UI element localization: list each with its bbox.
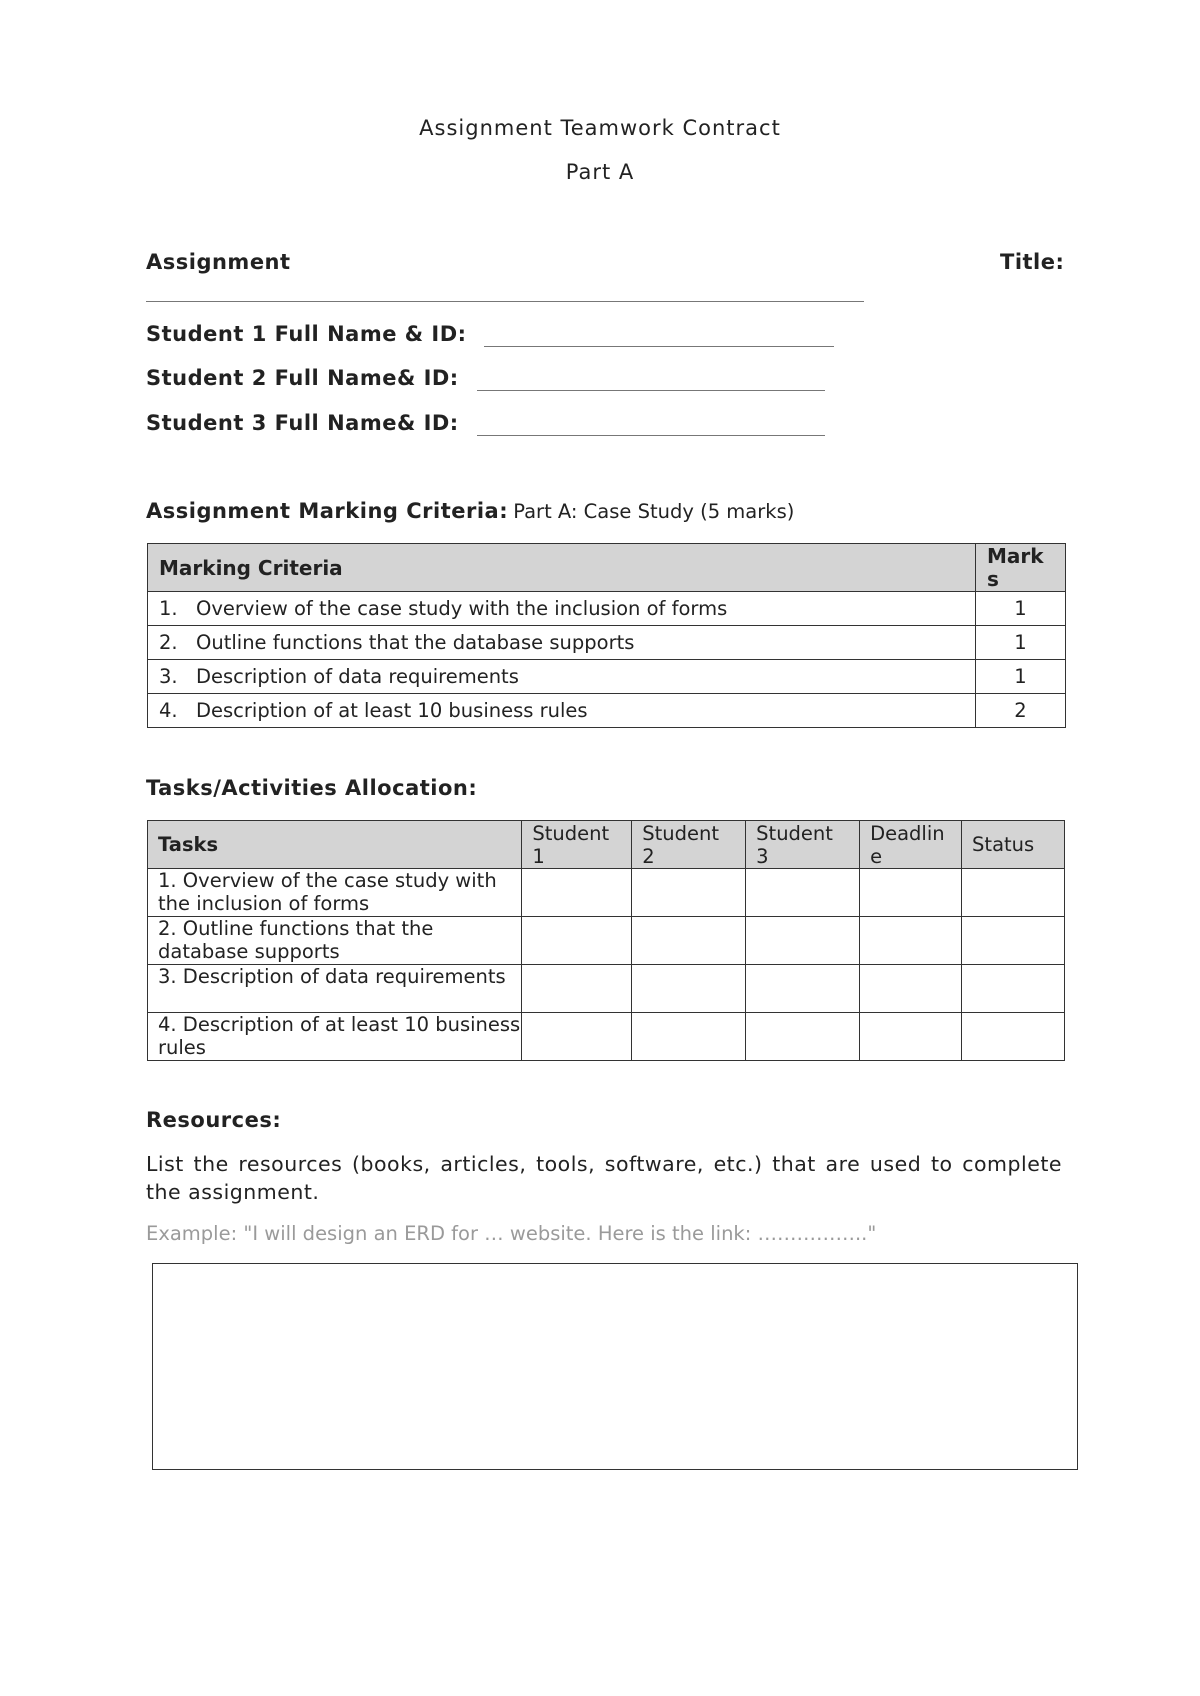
assignment-label: Assignment xyxy=(146,250,291,274)
student1-header-cell: Student 1 xyxy=(522,821,632,869)
title-label: Title: xyxy=(1000,250,1065,274)
student2-label: Student 2 Full Name& ID: xyxy=(146,366,459,390)
deadline-cell[interactable] xyxy=(860,965,962,1013)
resources-example: Example: "I will design an ERD for … website. Here is the link: …………….." xyxy=(146,1222,877,1245)
marking-criteria-table xyxy=(147,543,1066,728)
resources-heading: Resources: xyxy=(146,1108,282,1132)
criteria-header-row xyxy=(148,544,1066,592)
student1-cell[interactable] xyxy=(522,917,632,965)
marks-cell: 2 xyxy=(976,694,1066,728)
student1-field[interactable] xyxy=(484,346,834,347)
status-cell[interactable] xyxy=(962,1013,1065,1061)
tasks-allocation-table xyxy=(147,820,1065,1061)
student2-header-cell: Student 2 xyxy=(632,821,746,869)
task-cell: 1. Overview of the case study with the inclusion of forms xyxy=(148,869,522,917)
student2-cell[interactable] xyxy=(632,965,746,1013)
criteria-header-cell: Marking Criteria xyxy=(148,544,976,592)
criteria-cell: 1. Overview of the case study with the inclusion of forms xyxy=(148,592,976,626)
task-cell: 4. Description of at least 10 business rules xyxy=(148,1013,522,1061)
assignment-title-field[interactable] xyxy=(146,301,864,302)
student1-cell[interactable] xyxy=(522,965,632,1013)
student2-field[interactable] xyxy=(477,390,825,391)
marks-cell: 1 xyxy=(976,592,1066,626)
status-cell[interactable] xyxy=(962,869,1065,917)
criteria-cell: 3. Description of data requirements xyxy=(148,660,976,694)
student3-cell[interactable] xyxy=(746,1013,860,1061)
criteria-cell: 4. Description of at least 10 business rules xyxy=(148,694,976,728)
task-row xyxy=(148,917,1065,965)
task-row xyxy=(148,869,1065,917)
resources-input-box[interactable] xyxy=(152,1263,1078,1470)
marks-header-cell: Mark s xyxy=(976,544,1066,592)
status-cell[interactable] xyxy=(962,917,1065,965)
criteria-heading: Assignment Marking Criteria: xyxy=(146,499,509,523)
criteria-row xyxy=(148,694,1066,728)
criteria-subheading: Part A: Case Study (5 marks) xyxy=(513,500,795,523)
deadline-cell[interactable] xyxy=(860,869,962,917)
task-row xyxy=(148,1013,1065,1061)
student3-label: Student 3 Full Name& ID: xyxy=(146,411,459,435)
task-cell: 2. Outline functions that the database supports xyxy=(148,917,522,965)
deadline-cell[interactable] xyxy=(860,1013,962,1061)
student3-cell[interactable] xyxy=(746,869,860,917)
tasks-header-cell: Tasks xyxy=(148,821,522,869)
status-cell[interactable] xyxy=(962,965,1065,1013)
criteria-heading-line xyxy=(146,499,794,523)
criteria-row xyxy=(148,626,1066,660)
deadline-cell[interactable] xyxy=(860,917,962,965)
document-subtitle: Part A xyxy=(565,160,635,184)
criteria-cell: 2. Outline functions that the database supports xyxy=(148,626,976,660)
task-row xyxy=(148,965,1065,1013)
tasks-heading: Tasks/Activities Allocation: xyxy=(146,776,478,800)
student3-cell[interactable] xyxy=(746,917,860,965)
deadline-header-cell: Deadlin e xyxy=(860,821,962,869)
task-cell: 3. Description of data requirements xyxy=(148,965,522,1013)
student3-cell[interactable] xyxy=(746,965,860,1013)
student2-cell[interactable] xyxy=(632,917,746,965)
student1-cell[interactable] xyxy=(522,1013,632,1061)
criteria-row xyxy=(148,592,1066,626)
student2-cell[interactable] xyxy=(632,869,746,917)
document-title: Assignment Teamwork Contract xyxy=(419,116,781,140)
student3-field[interactable] xyxy=(477,435,825,436)
criteria-row xyxy=(148,660,1066,694)
resources-description: List the resources (books, articles, tools, software, etc.) that are used to complete the assignment. xyxy=(146,1152,1062,1204)
student3-header-cell: Student 3 xyxy=(746,821,860,869)
student2-cell[interactable] xyxy=(632,1013,746,1061)
student1-cell[interactable] xyxy=(522,869,632,917)
marks-cell: 1 xyxy=(976,626,1066,660)
student1-label: Student 1 Full Name & ID: xyxy=(146,322,467,346)
tasks-header-row xyxy=(148,821,1065,869)
status-header-cell: Status xyxy=(962,821,1065,869)
marks-cell: 1 xyxy=(976,660,1066,694)
